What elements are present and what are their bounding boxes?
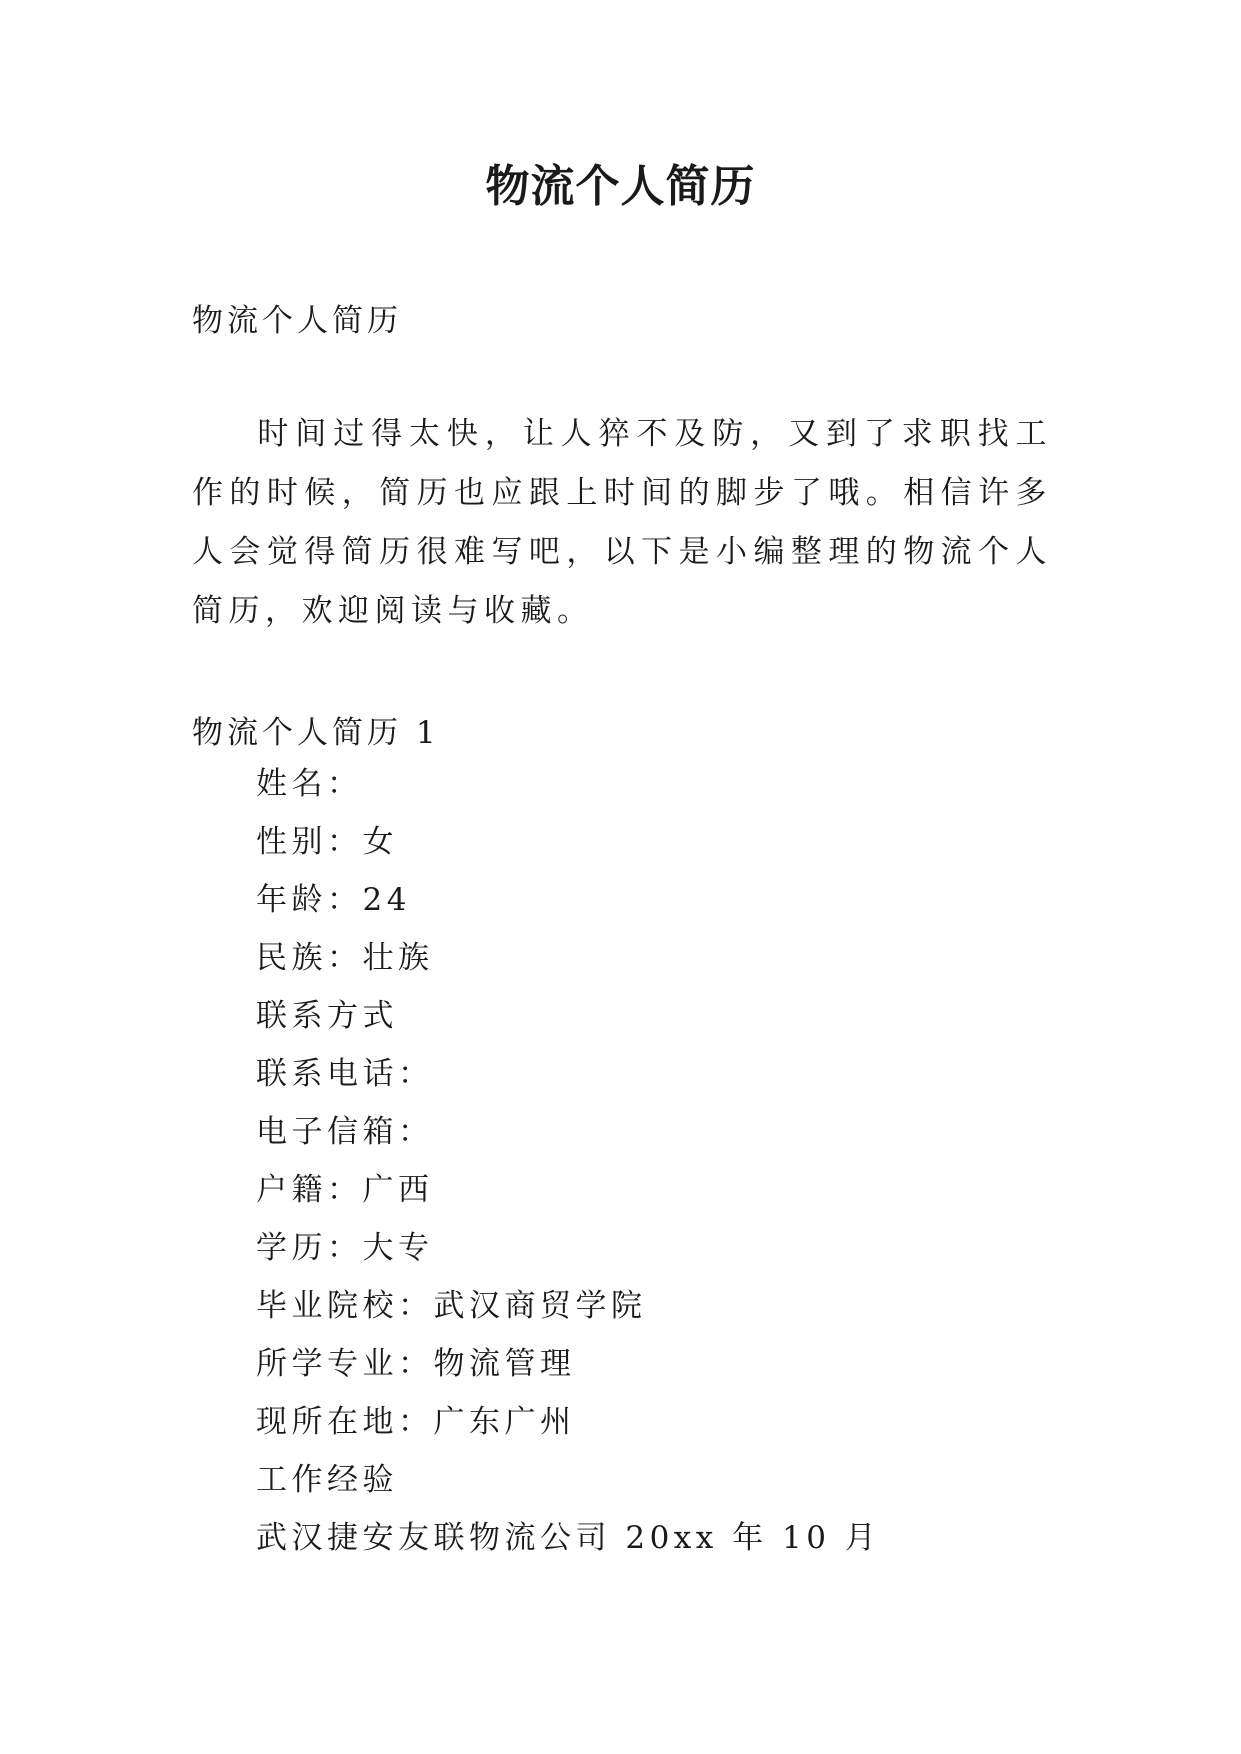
field-gender: 性别：女 (256, 824, 398, 860)
field-education: 学历：大专 (256, 1230, 434, 1266)
field-age: 年龄：24 (256, 882, 411, 918)
field-ethnicity: 民族：壮族 (256, 940, 434, 976)
field-work-entry: 武汉捷安友联物流公司 20xx 年 10 月 (256, 1520, 881, 1556)
document-subheading: 物流个人简历 (192, 303, 402, 339)
document-title: 物流个人简历 (485, 161, 756, 212)
field-contact-heading: 联系方式 (256, 998, 398, 1034)
section-title: 物流个人简历 1 (192, 715, 440, 751)
resume-field-list (256, 755, 880, 1567)
field-current-location: 现所在地：广东广州 (256, 1404, 576, 1440)
field-school: 毕业院校：武汉商贸学院 (256, 1288, 647, 1324)
field-name: 姓名： (256, 766, 363, 802)
field-email: 电子信箱： (256, 1114, 434, 1150)
field-phone: 联系电话： (256, 1056, 434, 1092)
field-major: 所学专业：物流管理 (256, 1346, 576, 1382)
field-household-registration: 户籍：广西 (256, 1172, 434, 1208)
intro-text: 时间过得太快，让人猝不及防，又到了求职找工作的时候，简历也应跟上时间的脚步了哦。相信许多人会觉得简历很难写吧，以下是小编整理的物流个人简历，欢迎阅读与收藏。 (192, 416, 1052, 629)
intro-paragraph (192, 405, 1052, 641)
field-work-experience-heading: 工作经验 (256, 1462, 398, 1498)
